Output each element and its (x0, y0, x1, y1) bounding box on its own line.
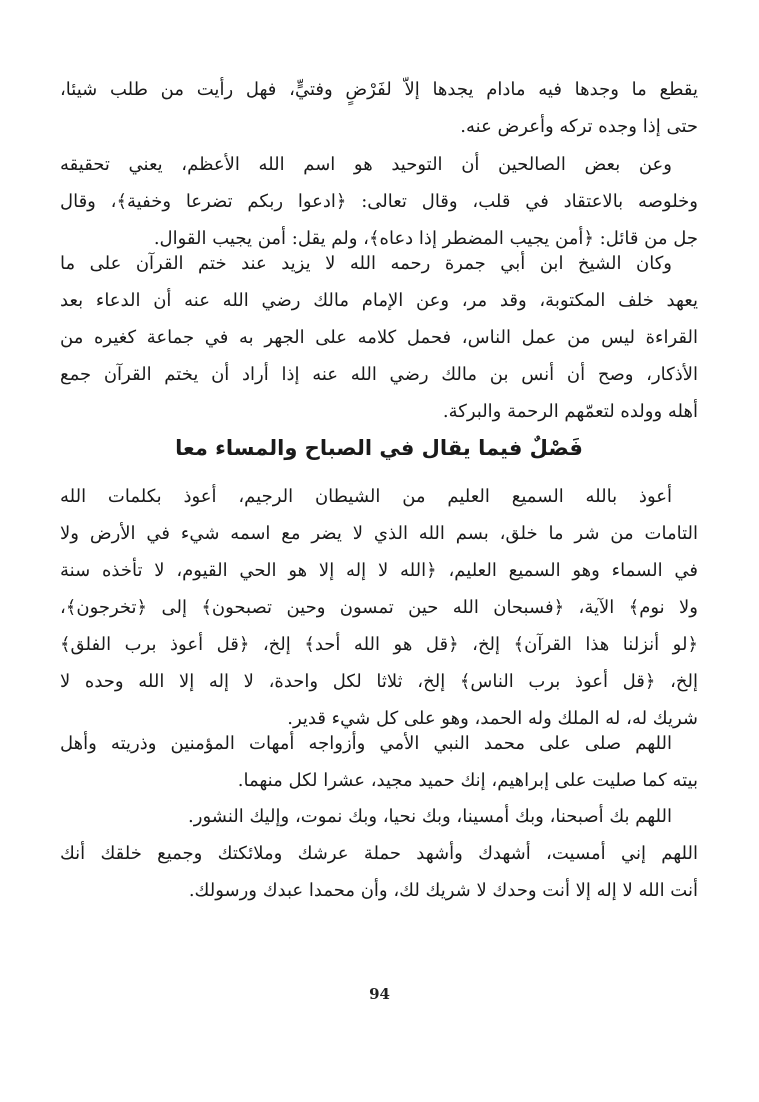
text-line: الأذكار، وصح أن أنس بن مالك رضي الله عنه إذا أراد أن يختم القرآن جمع (60, 364, 698, 385)
text-line: يقطع ما وجدها فيه مادام يجدها إلاّ لفَرْضٍ وفتيٍّ، فهل رأيت من طلب شيئا، (60, 79, 698, 100)
text-line: ولا نوم﴾ الآية، ﴿فسبحان الله حين تمسون وحين تصبحون﴾ إلى ﴿تخرجون﴾، (60, 597, 698, 618)
text-line: أهله وولده لتعمّهم الرحمة والبركة. (442, 401, 698, 422)
text-line: وكان الشيخ ابن أبي جمرة رحمه الله لا يزيد عند ختم القرآن على ما (60, 253, 672, 274)
text-line: حتى إذا وجده تركه وأعرض عنه. (460, 116, 698, 137)
text-line: أنت الله لا إله إلا أنت وحدك لا شريك لك، وأن محمدا عبدك ورسولك. (188, 880, 698, 901)
text-line: اللهم إني أمسيت، أشهدك وأشهد حملة عرشك وملائكتك وجميع خلقك أنك (60, 843, 698, 864)
text-line: جل من قائل: ﴿أمن يجيب المضطر إذا دعاه﴾، ولم يقل: أمن يجيب القوال. (153, 228, 698, 249)
text-line: التامات من شر ما خلق، بسم الله الذي لا يضر مع اسمه شيء في الأرض ولا (60, 523, 698, 544)
section-heading: فَصْلٌ فيما يقال في الصباح والمساء معا (175, 436, 583, 460)
paragraph-dua (60, 798, 698, 909)
text-line: اللهم صلى على محمد النبي الأمي وأزواجه أمهات المؤمنين وذريته وأهل (60, 733, 672, 754)
text-line: إلخ، ﴿قل أعوذ برب الناس﴾ إلخ، ثلاثا لكل واحدة، لا إله إلا الله وحده لا (60, 671, 698, 692)
paragraph-salawat (60, 725, 698, 799)
text-line: وخلوصه بالاعتقاد في قلب، وقال تعالى: ﴿ادعوا ربكم تضرعا وخفية﴾، وقال (60, 191, 698, 212)
paragraph-ibn-abi-jamra (60, 245, 698, 430)
text-line: ﴿لو أنزلنا هذا القرآن﴾ إلخ، ﴿قل هو الله أحد﴾ إلخ، ﴿قل أعوذ برب الفلق﴾ (60, 634, 698, 655)
text-line: اللهم بك أصبحنا، وبك أمسينا، وبك نحيا، وبك نموت، وإليك النشور. (188, 806, 672, 827)
text-line: بيته كما صليت على إبراهيم، إنك حميد مجيد، عشرا لكل منهما. (237, 770, 698, 791)
text-line: في السماء وهو السميع العليم، ﴿الله لا إله إلا هو الحي القيوم، لا تأخذه سنة (60, 560, 698, 581)
text-line: شريك له، له الملك وله الحمد، وهو على كل شيء قدير. (287, 708, 698, 729)
text-line: أعوذ بالله السميع العليم من الشيطان الرجيم، أعوذ بكلمات الله (60, 486, 672, 507)
text-line: يعهد خلف المكتوبة، وقد مر، وعن الإمام مالك رضي الله عنه أن الدعاء بعد (60, 290, 698, 311)
text-line: وعن بعض الصالحين أن التوحيد هو اسم الله الأعظم، يعني تحقيقه (60, 154, 672, 175)
page-number: 94 (369, 985, 390, 1003)
paragraph-continuation (60, 71, 698, 145)
paragraph-tawhid (60, 146, 698, 257)
text-line: القراءة ليس من عمل الناس، فحمل كلامه على الجهر به في جماعة كغيره من (60, 327, 698, 348)
paragraph-adhkar (60, 478, 698, 737)
